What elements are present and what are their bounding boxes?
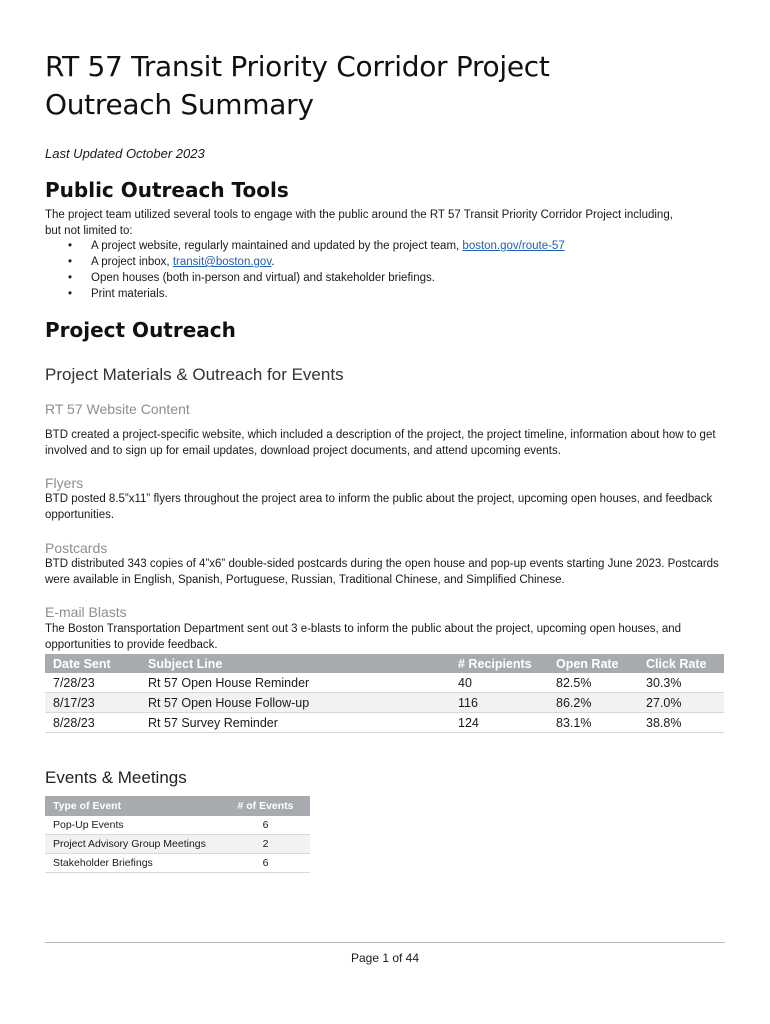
project-materials-subheading: Project Materials & Outreach for Events [45, 365, 344, 384]
last-updated: Last Updated October 2023 [45, 146, 205, 161]
column-header: Open Rate [548, 654, 638, 673]
table-cell: 83.1% [548, 713, 638, 733]
table-cell: 27.0% [638, 693, 724, 713]
email-blasts-text: The Boston Transportation Department sent out 3 e-blasts to inform the public about the project, upcoming open houses, and opportunities to provide feedback. [45, 623, 682, 651]
table-cell: Rt 57 Open House Follow-up [140, 693, 450, 713]
table-cell: Rt 57 Open House Reminder [140, 673, 450, 693]
tools-intro: The project team utilized several tools to engage with the public around the RT 57 Transit Priority Corridor Project including, but not limited to: [45, 209, 673, 237]
table-row [45, 835, 310, 854]
table-cell: 38.8% [638, 713, 724, 733]
list-item: • Open houses (both in-person and virtual) and stakeholder briefings. [45, 270, 565, 286]
table-row [45, 673, 724, 693]
table-header-row [45, 654, 724, 673]
table-cell: 116 [450, 693, 548, 713]
website-content-heading: RT 57 Website Content [45, 401, 190, 417]
events-meetings-heading: Events & Meetings [45, 768, 187, 787]
table-cell: 82.5% [548, 673, 638, 693]
table-cell: Pop-Up Events [45, 816, 213, 835]
table-cell: Stakeholder Briefings [45, 854, 213, 873]
table-cell: 40 [450, 673, 548, 693]
table-cell: 8/28/23 [45, 713, 140, 733]
postcards-text: BTD distributed 343 copies of 4”x6” double-sided postcards during the open house and pop-up events starting June 2023. Postcards were available in English, Spanish, Portuguese, Russian, Traditional Chinese, and Simplified Chinese. [45, 558, 719, 586]
table-row [45, 713, 724, 733]
table-row [45, 693, 724, 713]
table-cell: 30.3% [638, 673, 724, 693]
list-item: • A project inbox, transit@boston.gov. [45, 254, 565, 270]
column-header: # Recipients [450, 654, 548, 673]
events-table [45, 796, 310, 873]
inbox-link[interactable]: transit@boston.gov [172, 256, 272, 268]
project-outreach-heading: Project Outreach [45, 318, 236, 342]
table-cell: 8/17/23 [45, 693, 140, 713]
website-link[interactable]: boston.gov/route-57 [462, 240, 565, 252]
list-item: • A project website, regularly maintained and updated by the project team, boston.gov/route-57 [45, 238, 565, 254]
table-cell: Project Advisory Group Meetings [45, 835, 213, 854]
table-header-row [45, 796, 310, 816]
list-item: • Print materials. [45, 286, 565, 302]
table-row [45, 854, 310, 873]
flyers-text: BTD posted 8.5”x11” flyers throughout the project area to inform the public about the project, upcoming open houses, and feedback opportunities. [45, 493, 713, 521]
email-blasts-table [45, 654, 724, 733]
document-title: RT 57 Transit Priority Corridor Project Outreach Summary [45, 50, 550, 121]
postcards-heading: Postcards [45, 540, 108, 556]
table-cell: 124 [450, 713, 548, 733]
page-number: Page 1 of 44 [350, 951, 420, 965]
table-cell: 2 [213, 835, 310, 854]
footer-divider [45, 942, 725, 943]
tools-list [45, 238, 565, 302]
flyers-heading: Flyers [45, 475, 84, 491]
table-cell: 6 [213, 854, 310, 873]
column-header: Date Sent [45, 654, 140, 673]
column-header: Click Rate [638, 654, 724, 673]
column-header: Subject Line [140, 654, 450, 673]
public-outreach-tools-heading: Public Outreach Tools [45, 178, 289, 202]
table-cell: Rt 57 Survey Reminder [140, 713, 450, 733]
website-content-text: BTD created a project-specific website, which included a description of the project, the project timeline, information about how to get involved and to sign up for email updates, download project documents, and attend upcoming events. [45, 429, 716, 457]
column-header: # of Events [213, 796, 310, 816]
table-cell: 86.2% [548, 693, 638, 713]
email-blasts-heading: E-mail Blasts [45, 604, 127, 620]
table-cell: 7/28/23 [45, 673, 140, 693]
column-header: Type of Event [45, 796, 213, 816]
table-cell: 6 [213, 816, 310, 835]
table-row [45, 816, 310, 835]
